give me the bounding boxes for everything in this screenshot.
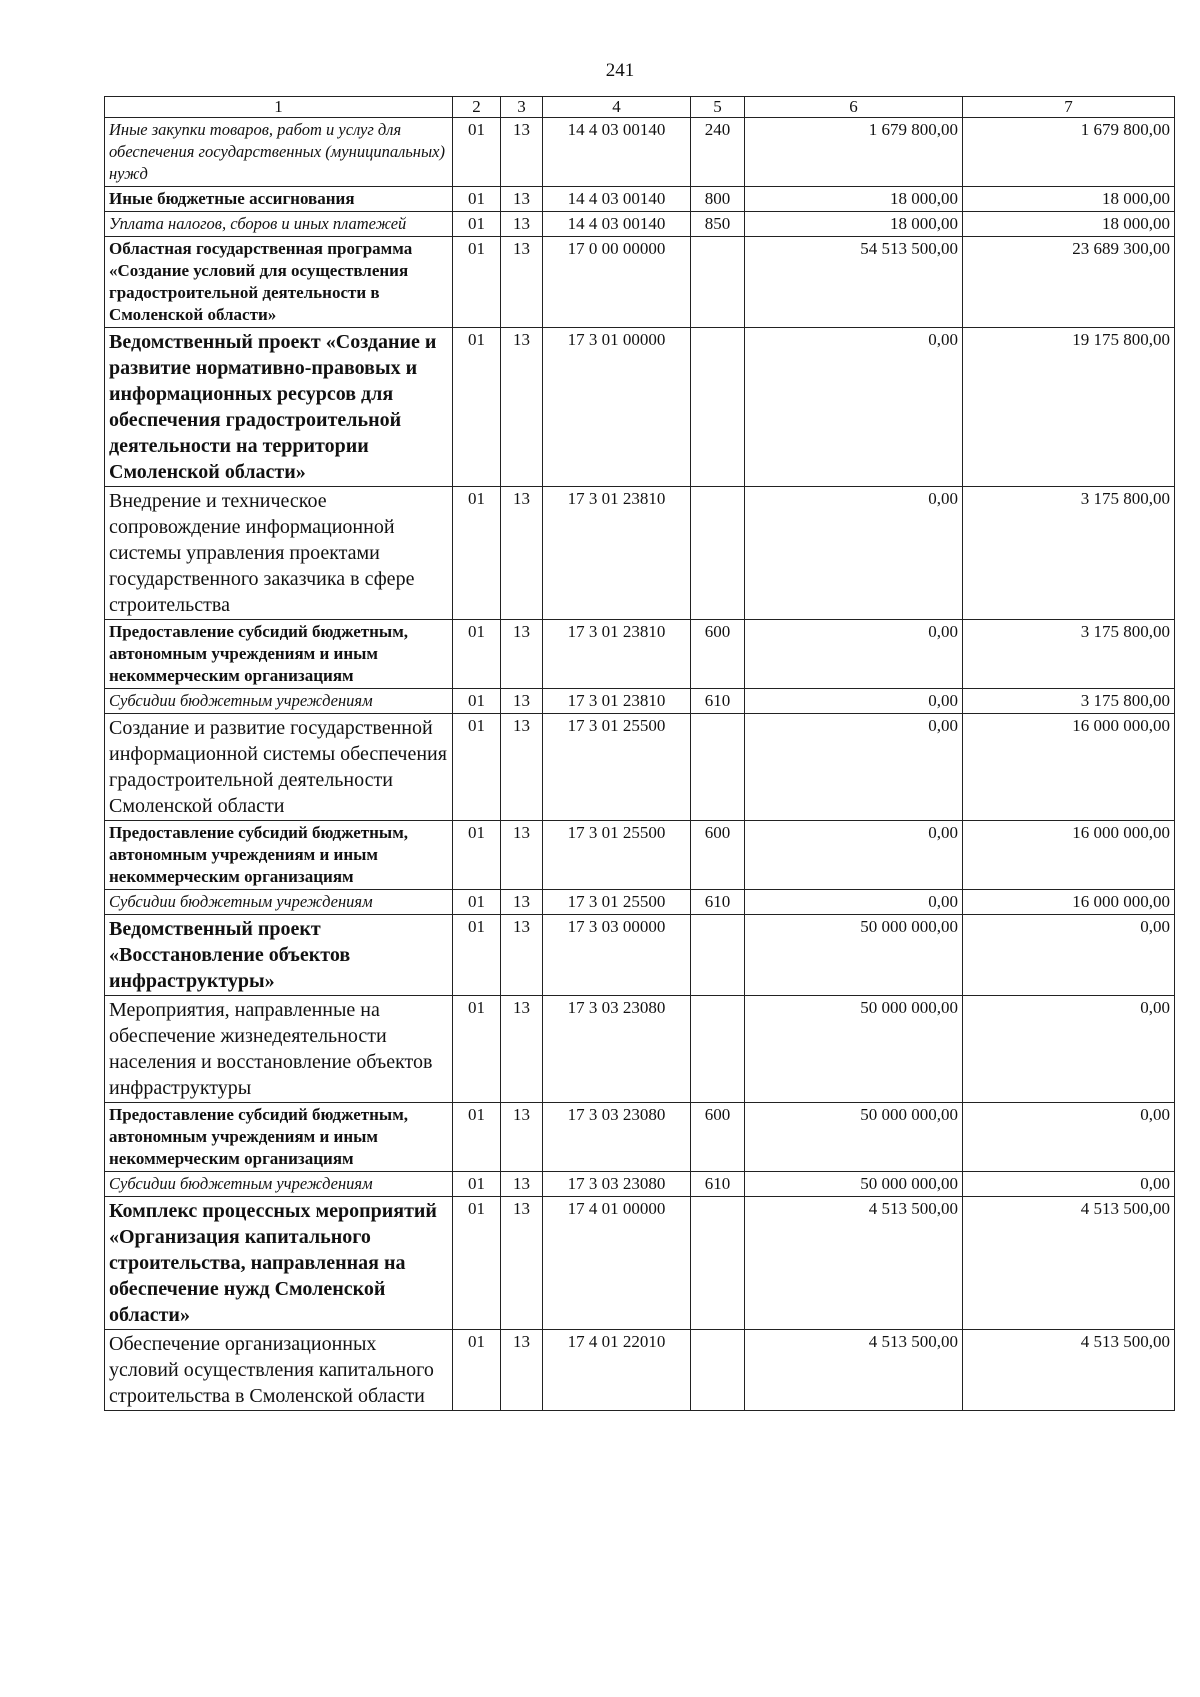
section-code: 01 xyxy=(453,187,501,212)
amount-col7: 23 689 300,00 xyxy=(963,237,1175,328)
amount-col6: 0,00 xyxy=(745,821,963,890)
subsection-code: 13 xyxy=(501,996,543,1103)
subsection-code: 13 xyxy=(501,1197,543,1330)
item-name: Ведомственный проект «Создание и развитие нормативно-правовых и информационных ресурсов для обеспечения градостроительной деятельности на территории Смоленской области» xyxy=(105,328,453,487)
target-article-code: 17 3 01 25500 xyxy=(543,821,691,890)
section-code: 01 xyxy=(453,915,501,996)
table-body xyxy=(105,118,1175,1411)
section-code: 01 xyxy=(453,996,501,1103)
subsection-code: 13 xyxy=(501,1330,543,1411)
expense-type-code xyxy=(691,237,745,328)
table-header xyxy=(105,97,1175,118)
section-code: 01 xyxy=(453,1103,501,1172)
amount-col6: 1 679 800,00 xyxy=(745,118,963,187)
amount-col7: 3 175 800,00 xyxy=(963,689,1175,714)
table-row xyxy=(105,620,1175,689)
subsection-code: 13 xyxy=(501,118,543,187)
amount-col6: 0,00 xyxy=(745,890,963,915)
table-row xyxy=(105,821,1175,890)
section-code: 01 xyxy=(453,212,501,237)
expense-type-code xyxy=(691,996,745,1103)
expense-type-code xyxy=(691,487,745,620)
expense-type-code xyxy=(691,915,745,996)
amount-col7: 18 000,00 xyxy=(963,212,1175,237)
section-code: 01 xyxy=(453,237,501,328)
item-name: Уплата налогов, сборов и иных платежей xyxy=(105,212,453,237)
table-row xyxy=(105,487,1175,620)
amount-col6: 0,00 xyxy=(745,689,963,714)
amount-col7: 3 175 800,00 xyxy=(963,620,1175,689)
subsection-code: 13 xyxy=(501,237,543,328)
expense-type-code xyxy=(691,328,745,487)
section-code: 01 xyxy=(453,890,501,915)
amount-col6: 4 513 500,00 xyxy=(745,1197,963,1330)
target-article-code: 17 4 01 22010 xyxy=(543,1330,691,1411)
target-article-code: 17 3 03 23080 xyxy=(543,1172,691,1197)
expense-type-code xyxy=(691,714,745,821)
item-name: Предоставление субсидий бюджетным, автономным учреждениям и иным некоммерческим организациям xyxy=(105,620,453,689)
amount-col7: 4 513 500,00 xyxy=(963,1197,1175,1330)
section-code: 01 xyxy=(453,328,501,487)
amount-col6: 50 000 000,00 xyxy=(745,996,963,1103)
subsection-code: 13 xyxy=(501,890,543,915)
expense-type-code: 610 xyxy=(691,890,745,915)
table-row xyxy=(105,689,1175,714)
amount-col6: 0,00 xyxy=(745,714,963,821)
target-article-code: 14 4 03 00140 xyxy=(543,187,691,212)
subsection-code: 13 xyxy=(501,212,543,237)
subsection-code: 13 xyxy=(501,487,543,620)
table-row xyxy=(105,890,1175,915)
item-name: Ведомственный проект «Восстановление объектов инфраструктуры» xyxy=(105,915,453,996)
section-code: 01 xyxy=(453,1172,501,1197)
item-name: Иные бюджетные ассигнования xyxy=(105,187,453,212)
expense-type-code: 600 xyxy=(691,821,745,890)
table-row xyxy=(105,212,1175,237)
subsection-code: 13 xyxy=(501,1103,543,1172)
item-name: Внедрение и техническое сопровождение информационной системы управления проектами государственного заказчика в сфере строительства xyxy=(105,487,453,620)
item-name: Обеспечение организационных условий осуществления капитального строительства в Смоленской области xyxy=(105,1330,453,1411)
table-row xyxy=(105,714,1175,821)
section-code: 01 xyxy=(453,1197,501,1330)
target-article-code: 17 3 03 23080 xyxy=(543,996,691,1103)
page-number: 241 xyxy=(605,60,635,81)
table-row xyxy=(105,1103,1175,1172)
target-article-code: 17 3 01 25500 xyxy=(543,714,691,821)
subsection-code: 13 xyxy=(501,689,543,714)
subsection-code: 13 xyxy=(501,1172,543,1197)
table-row xyxy=(105,996,1175,1103)
table-row xyxy=(105,1197,1175,1330)
item-name: Предоставление субсидий бюджетным, автономным учреждениям и иным некоммерческим организациям xyxy=(105,821,453,890)
section-code: 01 xyxy=(453,821,501,890)
amount-col7: 19 175 800,00 xyxy=(963,328,1175,487)
amount-col7: 1 679 800,00 xyxy=(963,118,1175,187)
target-article-code: 17 4 01 00000 xyxy=(543,1197,691,1330)
item-name: Создание и развитие государственной информационной системы обеспечения градостроительной деятельности Смоленской области xyxy=(105,714,453,821)
amount-col6: 4 513 500,00 xyxy=(745,1330,963,1411)
column-header-7: 7 xyxy=(963,97,1175,118)
amount-col6: 0,00 xyxy=(745,328,963,487)
amount-col6: 0,00 xyxy=(745,620,963,689)
item-name: Иные закупки товаров, работ и услуг для обеспечения государственных (муниципальных) нужд xyxy=(105,118,453,187)
item-name: Субсидии бюджетным учреждениям xyxy=(105,1172,453,1197)
table-row xyxy=(105,187,1175,212)
target-article-code: 14 4 03 00140 xyxy=(543,212,691,237)
item-name: Субсидии бюджетным учреждениям xyxy=(105,890,453,915)
subsection-code: 13 xyxy=(501,714,543,821)
column-header-5: 5 xyxy=(691,97,745,118)
expense-type-code: 610 xyxy=(691,689,745,714)
section-code: 01 xyxy=(453,1330,501,1411)
section-code: 01 xyxy=(453,118,501,187)
table-row xyxy=(105,1172,1175,1197)
amount-col6: 50 000 000,00 xyxy=(745,1172,963,1197)
expense-type-code xyxy=(691,1197,745,1330)
table-row xyxy=(105,237,1175,328)
item-name: Мероприятия, направленные на обеспечение жизнедеятельности населения и восстановление объектов инфраструктуры xyxy=(105,996,453,1103)
target-article-code: 14 4 03 00140 xyxy=(543,118,691,187)
target-article-code: 17 3 03 23080 xyxy=(543,1103,691,1172)
column-header-3: 3 xyxy=(501,97,543,118)
table-row xyxy=(105,915,1175,996)
amount-col7: 16 000 000,00 xyxy=(963,821,1175,890)
column-header-2: 2 xyxy=(453,97,501,118)
amount-col7: 0,00 xyxy=(963,915,1175,996)
target-article-code: 17 0 00 00000 xyxy=(543,237,691,328)
expense-type-code: 800 xyxy=(691,187,745,212)
item-name: Предоставление субсидий бюджетным, автономным учреждениям и иным некоммерческим организациям xyxy=(105,1103,453,1172)
amount-col6: 0,00 xyxy=(745,487,963,620)
section-code: 01 xyxy=(453,714,501,821)
subsection-code: 13 xyxy=(501,187,543,212)
target-article-code: 17 3 01 00000 xyxy=(543,328,691,487)
target-article-code: 17 3 01 23810 xyxy=(543,620,691,689)
amount-col7: 0,00 xyxy=(963,1172,1175,1197)
table-row xyxy=(105,328,1175,487)
column-header-4: 4 xyxy=(543,97,691,118)
subsection-code: 13 xyxy=(501,620,543,689)
table-row xyxy=(105,118,1175,187)
amount-col6: 50 000 000,00 xyxy=(745,915,963,996)
amount-col6: 54 513 500,00 xyxy=(745,237,963,328)
subsection-code: 13 xyxy=(501,328,543,487)
target-article-code: 17 3 01 23810 xyxy=(543,689,691,714)
header-row xyxy=(105,97,1175,118)
expense-type-code: 610 xyxy=(691,1172,745,1197)
amount-col6: 50 000 000,00 xyxy=(745,1103,963,1172)
amount-col7: 4 513 500,00 xyxy=(963,1330,1175,1411)
expense-type-code: 850 xyxy=(691,212,745,237)
section-code: 01 xyxy=(453,620,501,689)
table-row xyxy=(105,1330,1175,1411)
expense-type-code: 240 xyxy=(691,118,745,187)
column-header-1: 1 xyxy=(105,97,453,118)
section-code: 01 xyxy=(453,689,501,714)
subsection-code: 13 xyxy=(501,915,543,996)
target-article-code: 17 3 01 23810 xyxy=(543,487,691,620)
amount-col7: 3 175 800,00 xyxy=(963,487,1175,620)
section-code: 01 xyxy=(453,487,501,620)
expense-type-code: 600 xyxy=(691,1103,745,1172)
amount-col7: 18 000,00 xyxy=(963,187,1175,212)
item-name: Областная государственная программа «Создание условий для осуществления градостроительной деятельности в Смоленской области» xyxy=(105,237,453,328)
expense-type-code: 600 xyxy=(691,620,745,689)
amount-col6: 18 000,00 xyxy=(745,187,963,212)
expense-type-code xyxy=(691,1330,745,1411)
target-article-code: 17 3 03 00000 xyxy=(543,915,691,996)
amount-col7: 0,00 xyxy=(963,996,1175,1103)
column-header-6: 6 xyxy=(745,97,963,118)
amount-col7: 16 000 000,00 xyxy=(963,714,1175,821)
budget-table xyxy=(104,96,1175,1411)
subsection-code: 13 xyxy=(501,821,543,890)
amount-col7: 0,00 xyxy=(963,1103,1175,1172)
amount-col7: 16 000 000,00 xyxy=(963,890,1175,915)
item-name: Комплекс процессных мероприятий «Организация капитального строительства, направленная на обеспечение нужд Смоленской области» xyxy=(105,1197,453,1330)
amount-col6: 18 000,00 xyxy=(745,212,963,237)
item-name: Субсидии бюджетным учреждениям xyxy=(105,689,453,714)
target-article-code: 17 3 01 25500 xyxy=(543,890,691,915)
